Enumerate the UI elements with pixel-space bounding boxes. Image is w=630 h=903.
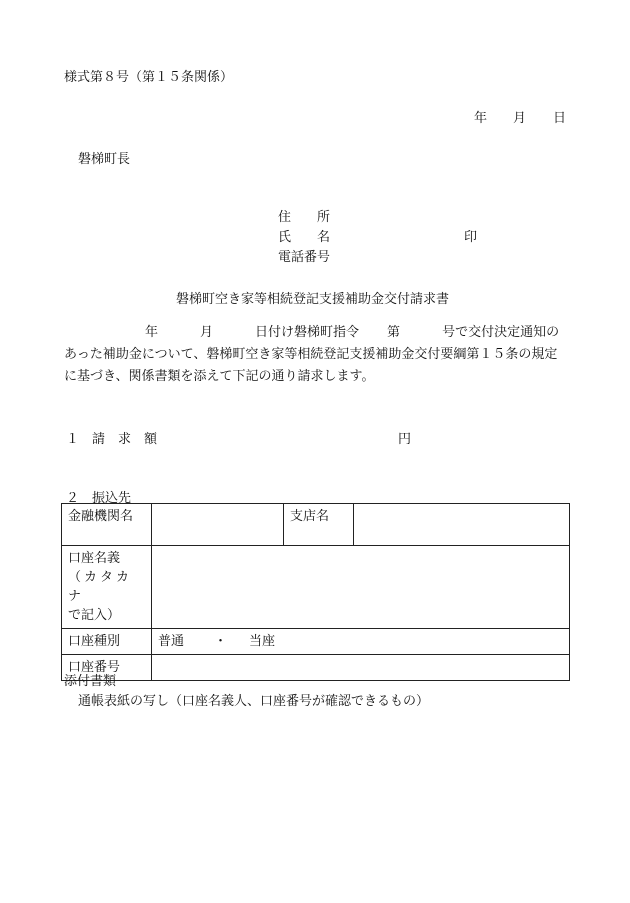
- bank-name-label: 金融機関名: [62, 504, 152, 546]
- branch-label: 支店名: [284, 504, 354, 546]
- branch-field[interactable]: [354, 504, 570, 546]
- request-amount-label: １ 請 求 額: [66, 432, 158, 447]
- body-year: 年: [145, 325, 159, 340]
- seal-label: 印: [464, 230, 478, 245]
- request-amount-unit: 円: [398, 432, 412, 447]
- number-row: [62, 655, 570, 681]
- body-paragraph: [64, 322, 574, 388]
- bank-row: [62, 504, 570, 546]
- address-label: 住 所: [278, 210, 331, 225]
- phone-label: 電話番号: [278, 250, 331, 265]
- date-year: 年: [474, 111, 488, 126]
- addressee: 磐梯町長: [78, 152, 131, 167]
- body-line-2: あった補助金について、磐梯町空き家等相続登記支援補助金交付要綱第１５条の規定: [64, 347, 558, 362]
- holder-label-line-1: 口座名義: [68, 551, 121, 566]
- account-number-field[interactable]: [152, 655, 570, 681]
- body-directive: 日付け磐梯町指令: [255, 325, 360, 340]
- body-month: 月: [200, 325, 214, 340]
- date-day: 日: [553, 111, 567, 126]
- form-label: 様式第８号（第１５条関係）: [64, 70, 234, 85]
- holder-label-line-3: で記入）: [68, 608, 121, 623]
- holder-row: [62, 546, 570, 629]
- bank-name-field[interactable]: [152, 504, 284, 546]
- body-line-1: [64, 322, 574, 344]
- name-label: 氏 名: [278, 230, 331, 245]
- attachment-item: 通帳表紙の写し（口座名義人、口座番号が確認できるもの）: [78, 694, 430, 709]
- account-type-separator: ・: [214, 634, 228, 649]
- attachments-label: 添付書類: [64, 674, 117, 689]
- body-line-3: に基づき、関係書類を添えて下記の通り請求します。: [64, 369, 375, 384]
- holder-label-line-2: （カタカナ: [68, 570, 133, 604]
- account-type-ordinary[interactable]: 普通: [158, 634, 185, 649]
- holder-label: [62, 546, 152, 629]
- holder-field[interactable]: [152, 546, 570, 629]
- bank-table: [61, 503, 570, 681]
- body-notice: 号で交付決定通知の: [442, 325, 560, 340]
- account-type-label: 口座種別: [62, 629, 152, 655]
- account-number-label: 口座番号: [62, 655, 152, 681]
- account-type-current[interactable]: 当座: [249, 634, 276, 649]
- transfer-label: ２ 振込先: [66, 491, 132, 506]
- account-type-field[interactable]: [152, 629, 570, 655]
- date-month: 月: [513, 111, 527, 126]
- body-number-prefix: 第: [387, 325, 401, 340]
- document-title: 磐梯町空き家等相続登記支援補助金交付請求書: [176, 292, 450, 307]
- type-row: [62, 629, 570, 655]
